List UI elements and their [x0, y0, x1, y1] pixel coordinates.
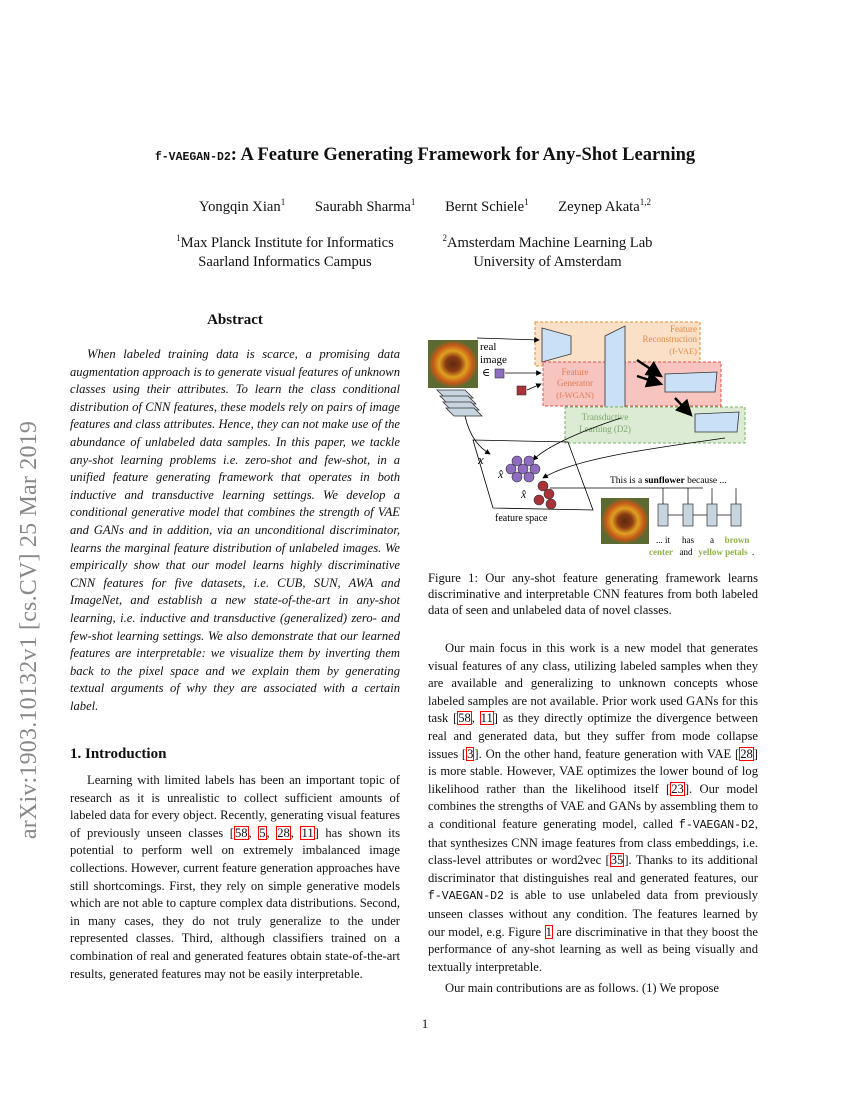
- citation-link[interactable]: 11: [301, 825, 314, 840]
- svg-text:Generator: Generator: [557, 378, 593, 388]
- figure-1-diagram: [425, 318, 760, 563]
- svg-text:Transductive: Transductive: [581, 412, 629, 422]
- svg-text:a: a: [710, 535, 714, 545]
- citation-link[interactable]: 5: [259, 825, 266, 840]
- svg-text:(f-VAE): (f-VAE): [669, 346, 697, 356]
- svg-text:x: x: [478, 452, 484, 467]
- svg-text:has: has: [682, 535, 694, 545]
- lstm-cells: [658, 488, 741, 526]
- citation-link[interactable]: 3: [467, 746, 474, 761]
- svg-text:.: .: [752, 547, 755, 557]
- svg-text:brown: brown: [724, 535, 750, 545]
- author: Bernt Schiele$^1$: [445, 197, 529, 215]
- intro-text: Learning with limited labels has been an important topic of research as it is unrealistic to collect sufficient amounts of labeled data for every object. Recently, generating visual features of previously unseen classes [58, 5, 28, 11] has shown its potential to perform well on extremely imbalanced image collections. However, current feature generation approaches have still shortcomings. First, they rely on simple generative models which are not able to capture complex data distributions. Second, in many cases, they do not truly generalize to the under represented classes. Third, although classifiers trained on a combination of real and generated features obtain state-of-the-art results, generated features may not be easily interpretable.: [70, 773, 400, 981]
- svg-text:yellow petals: yellow petals: [698, 547, 748, 557]
- abstract-heading: Abstract: [207, 312, 263, 328]
- affiliation-1: $^1$Max Planck Institute for Informatics Saarland Informatics Campus: [176, 233, 394, 270]
- attribute-square: [517, 386, 526, 395]
- sunflower-thumbnail: [601, 498, 649, 544]
- author: Zeynep Akata$^{1,2}$: [558, 197, 651, 215]
- citation-link[interactable]: 28: [277, 825, 290, 840]
- abstract-text: When labeled training data is scarce, a promising data augmentation approach is to generate visual features of unknown classes using their attributes. To learn the class conditional distribution of CNN features, these models rely on pairs of image features and class attributes. Hence, they can not make use of the abundance of unlabeled data samples. In this paper, we tackle any-shot learning problems i.e. zero-shot and few-shot, in a unified feature generating framework that operates in both inductive and transductive learning settings. We develop a conditional generative model that combines the strength of VAE and GANs and in addition, via an unconditional discriminator, learns the marginal feature distribution of unlabeled images. We empirically show that our model learns highly discriminative CNN features for five datasets, i.e. CUB, SUN, AWA and ImageNet, and establish a new state-of-the-art in any-shot learning, i.e. inductive and transductive (generalized) zero- and few-shot learning settings. We also demonstrate that our learned features are interpretable: we visualize them by inverting them back to the pixel space and we explain them by generating textual arguments of why they are associated with a certain label.: [70, 347, 400, 713]
- page-number: 1: [421, 1017, 429, 1031]
- right-column-text: Our main focus in this work is a new model that generates visual features of any class, utilizing labeled samples when they are available and generalizing to unknown concepts whose labeled samples are not available. Prior work used GANs for this task [58, 11] as they directly optimize the divergence between real and generated data, but they suffer from mode collapse issues [3]. On the other hand, feature generation with VAE [28] is more stable. However, VAE optimizes the lower bound of log likelihood rather than the likelihood itself [23]. Our model combines the strengths of VAE and GANs by assembling them to a conditional feature generating model, called f-VAEGAN-D2, that synthesizes CNN image features from class embeddings, i.e. class-level attributes or word2vec [35]. Thanks to its additional discriminator that distinguishes real and generated features, our f-VAEGAN-D2 is able to use unlabeled data from previously unseen classes without any condition. The features learned by our model, e.g. Figure 1 are discriminative in that they boost the performance of any-shot learning as well as being visually and textually interpretable. Our main contributions are as follows. (1) We propose: [428, 641, 758, 996]
- title-rest: : A Feature Generating Framework for Any-Shot Learning: [230, 145, 696, 165]
- cnn-layers-icon: [437, 390, 482, 416]
- figure-1-caption: Figure 1: Our any-shot feature generating framework learns discriminative and interpretable CNN features from both labeled data of seen and unlabeled data of novel classes.: [428, 571, 758, 617]
- red-feature-cluster: [534, 481, 556, 509]
- figure-link[interactable]: 1: [545, 924, 552, 939]
- citation-link[interactable]: 28: [740, 746, 753, 761]
- in-symbol: ∈: [482, 367, 491, 379]
- d2-discriminator-shape: [695, 412, 739, 432]
- purple-feature-cluster: [506, 456, 540, 482]
- label-feature-space: feature space: [495, 513, 548, 524]
- label-real: real: [480, 341, 497, 353]
- author: Saurabh Sharma$^1$: [314, 197, 416, 215]
- svg-text:Feature: Feature: [561, 367, 589, 377]
- citation-link[interactable]: 23: [671, 781, 684, 796]
- svg-text:Learning (D2): Learning (D2): [579, 424, 631, 434]
- generator-shape: [605, 326, 625, 418]
- sunflower-image: [428, 340, 478, 388]
- svg-text:x̂: x̂: [498, 467, 504, 481]
- label-image: image: [480, 354, 507, 366]
- svg-text:(f-WGAN): (f-WGAN): [556, 390, 594, 400]
- svg-text:Reconstruction: Reconstruction: [642, 334, 697, 344]
- citation-link[interactable]: 35: [610, 853, 624, 868]
- explanation-sentence: This is a sunflower because ...: [610, 476, 727, 486]
- citation-link[interactable]: 58: [458, 711, 471, 726]
- method-name-inline: f-VAEGAN-D2: [678, 818, 755, 832]
- svg-text:and: and: [679, 547, 693, 557]
- affiliation-2: $^2$Amsterdam Machine Learning Lab University of Amsterdam: [442, 233, 653, 270]
- svg-text:x̂: x̂: [521, 487, 527, 501]
- svg-text:center: center: [649, 547, 673, 557]
- wgan-discriminator-shape: [665, 372, 717, 392]
- paper-title: [0, 145, 850, 166]
- author: Yongqin Xian$^1$: [199, 197, 286, 215]
- method-name-inline: f-VAEGAN-D2: [428, 890, 504, 904]
- attribute-square: [495, 369, 504, 378]
- arxiv-identifier: arXiv:1903.10132v1 [cs.CV] 25 Mar 2019: [16, 420, 42, 840]
- svg-text:Feature: Feature: [670, 324, 697, 334]
- citation-link[interactable]: 58: [234, 825, 248, 840]
- author-list: [0, 199, 850, 216]
- svg-text:... it: ... it: [655, 535, 671, 545]
- intro-heading: 1. Introduction: [70, 746, 167, 762]
- citation-link[interactable]: 11: [480, 711, 493, 726]
- method-name: f-VAEGAN-D2: [154, 151, 231, 164]
